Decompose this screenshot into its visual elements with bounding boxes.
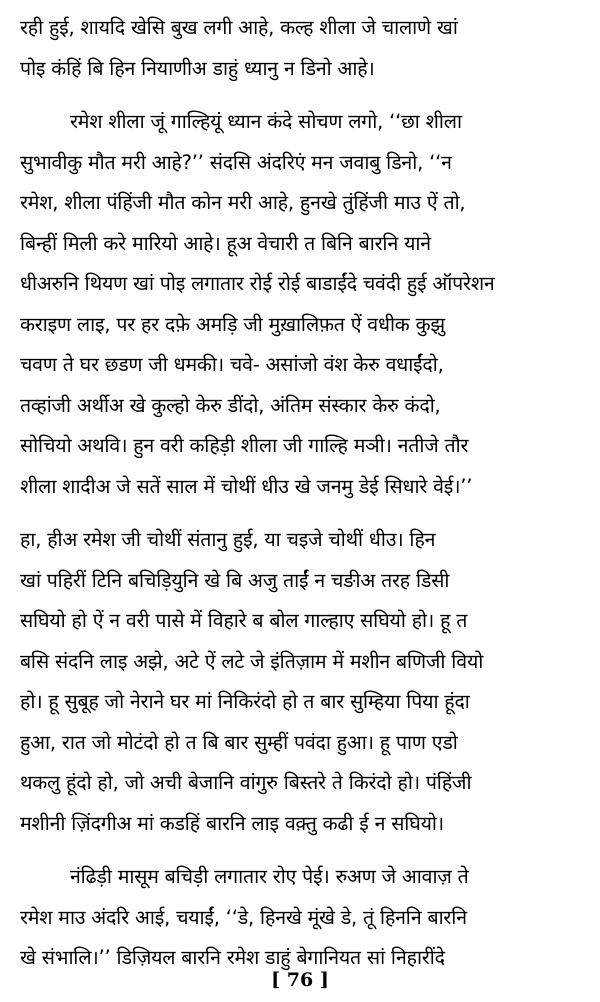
text-line: हा, हीअ रमेश जी चोथीं संतानु हुई, या चइजे चोथीं धीउ। हिन [20,528,436,551]
text-line: रमेश शीला जूं गाल्हियूं ध्यान कंदे सोचण लगो, ‘‘छा शीला [70,110,462,133]
paragraph-2 [20,102,580,507]
text-line: खे संभालि।’’ डिज़ियल बारनि रमेश डाहुं बेगानियत सां निहारींदे [20,946,445,969]
text-line: थकलु हूंदो हो, जो अची बेजानि वांगुरु बिस्तरे ते किरंदो हो। पंहिंजी [20,771,472,794]
text-line: खां पहिरीं टिनि बचिड़ियुनि खे बि अजु ताईं न चङीअ तरह डिसी [20,568,450,592]
text-line: रमेश, शीला पंहिंजी मौत कोन मरी आहे, हुनखे तुंहिंजी माउ ऐं तो, [20,191,466,214]
text-line: नंढिड़ी मासूम बचिड़ी लगातार रोए पेई। रुअण जे आवाज़ ते [70,865,469,888]
paragraph-1 [20,8,580,89]
paragraph-gap [20,89,580,102]
paragraph-3 [20,520,580,844]
text-line: हुआ, रात जो मोटंदो हो त बि बार सुम्हीं पवंदा हुआ। हू पाण एडो [20,730,458,754]
text-line: तव्हांजी अर्थीअ खे कुल्हो केरु डींदो, अंतिम संस्कार केरु कंदो, [20,393,441,417]
text-line: चवण ते घर छडण जी धमकी। चवे- असांजो वंश केरु वधाईंदो, [20,353,444,376]
text-line: सुभावीकु मौत मरी आहे?’’ संदसि अंदरिएं मन जवाबु डिनो, ‘‘न [20,150,452,174]
text-line: धीअरुनि थियण खां पोइ लगातार रोई रोई बाडाईंदे चवंदी हुई ऑपरेशन [20,272,495,295]
text-line: मशीनी ज़िंदगीअ मां कडहिं बारनि लाइ वक़्तु कढी ई न सघियो। [20,811,444,835]
text-line: कराइण लाइ, पर हर दफ़े अमड़ि जी मुख़ालिफ़त ऐं वधीक कुझु [20,312,445,336]
text-line: शीला शादीअ जे सतें साल में चोथीं धीउ खे जनमु डेई सिधारे वेई।’’ [20,474,473,498]
page-number: [ 76 ] [271,969,329,991]
text-line: बसि संदनि लाइ अझे, अटे ऐं लटे जे इंतिज़ाम में मशीन बणिजी वियो [20,649,484,673]
paragraph-gap [20,507,580,520]
paragraph-4 [20,857,580,979]
text-line: रमेश माउ अंदरि आई, चयाईं, ‘‘डे, हिनखे मूंखे डे, तूं हिननि बारनि [20,905,467,929]
text-line: बिन्हीं मिली करे मारियो आहे। हूअ वेचारी त बिनि बारनि याने [20,231,431,255]
text-line: सघियो हो ऐं न वरी पासे में विहारे ब बोल गाल्हाए सघियो हो। हू त [20,609,468,632]
text-line: पोइ कंहिं बि हिन नियाणीअ डाहुं ध्यानु न डिनो आहे। [20,56,375,80]
text-line: रही हुई, शायदि खेसि बुख लगी आहे, कल्ह शीला जे चालाणे खां [20,16,458,39]
text-line: हो। हू सुबूह जो नेराने घर मां निकिरंदो हो त बार सुम्हिया पिया हूंदा [20,690,470,713]
paragraph-gap [20,844,580,857]
text-line: सोचियो अथवि। हुन वरी कहिड़ी शीला जी गाल्हि मञी। नतीजे तौर [20,434,469,457]
